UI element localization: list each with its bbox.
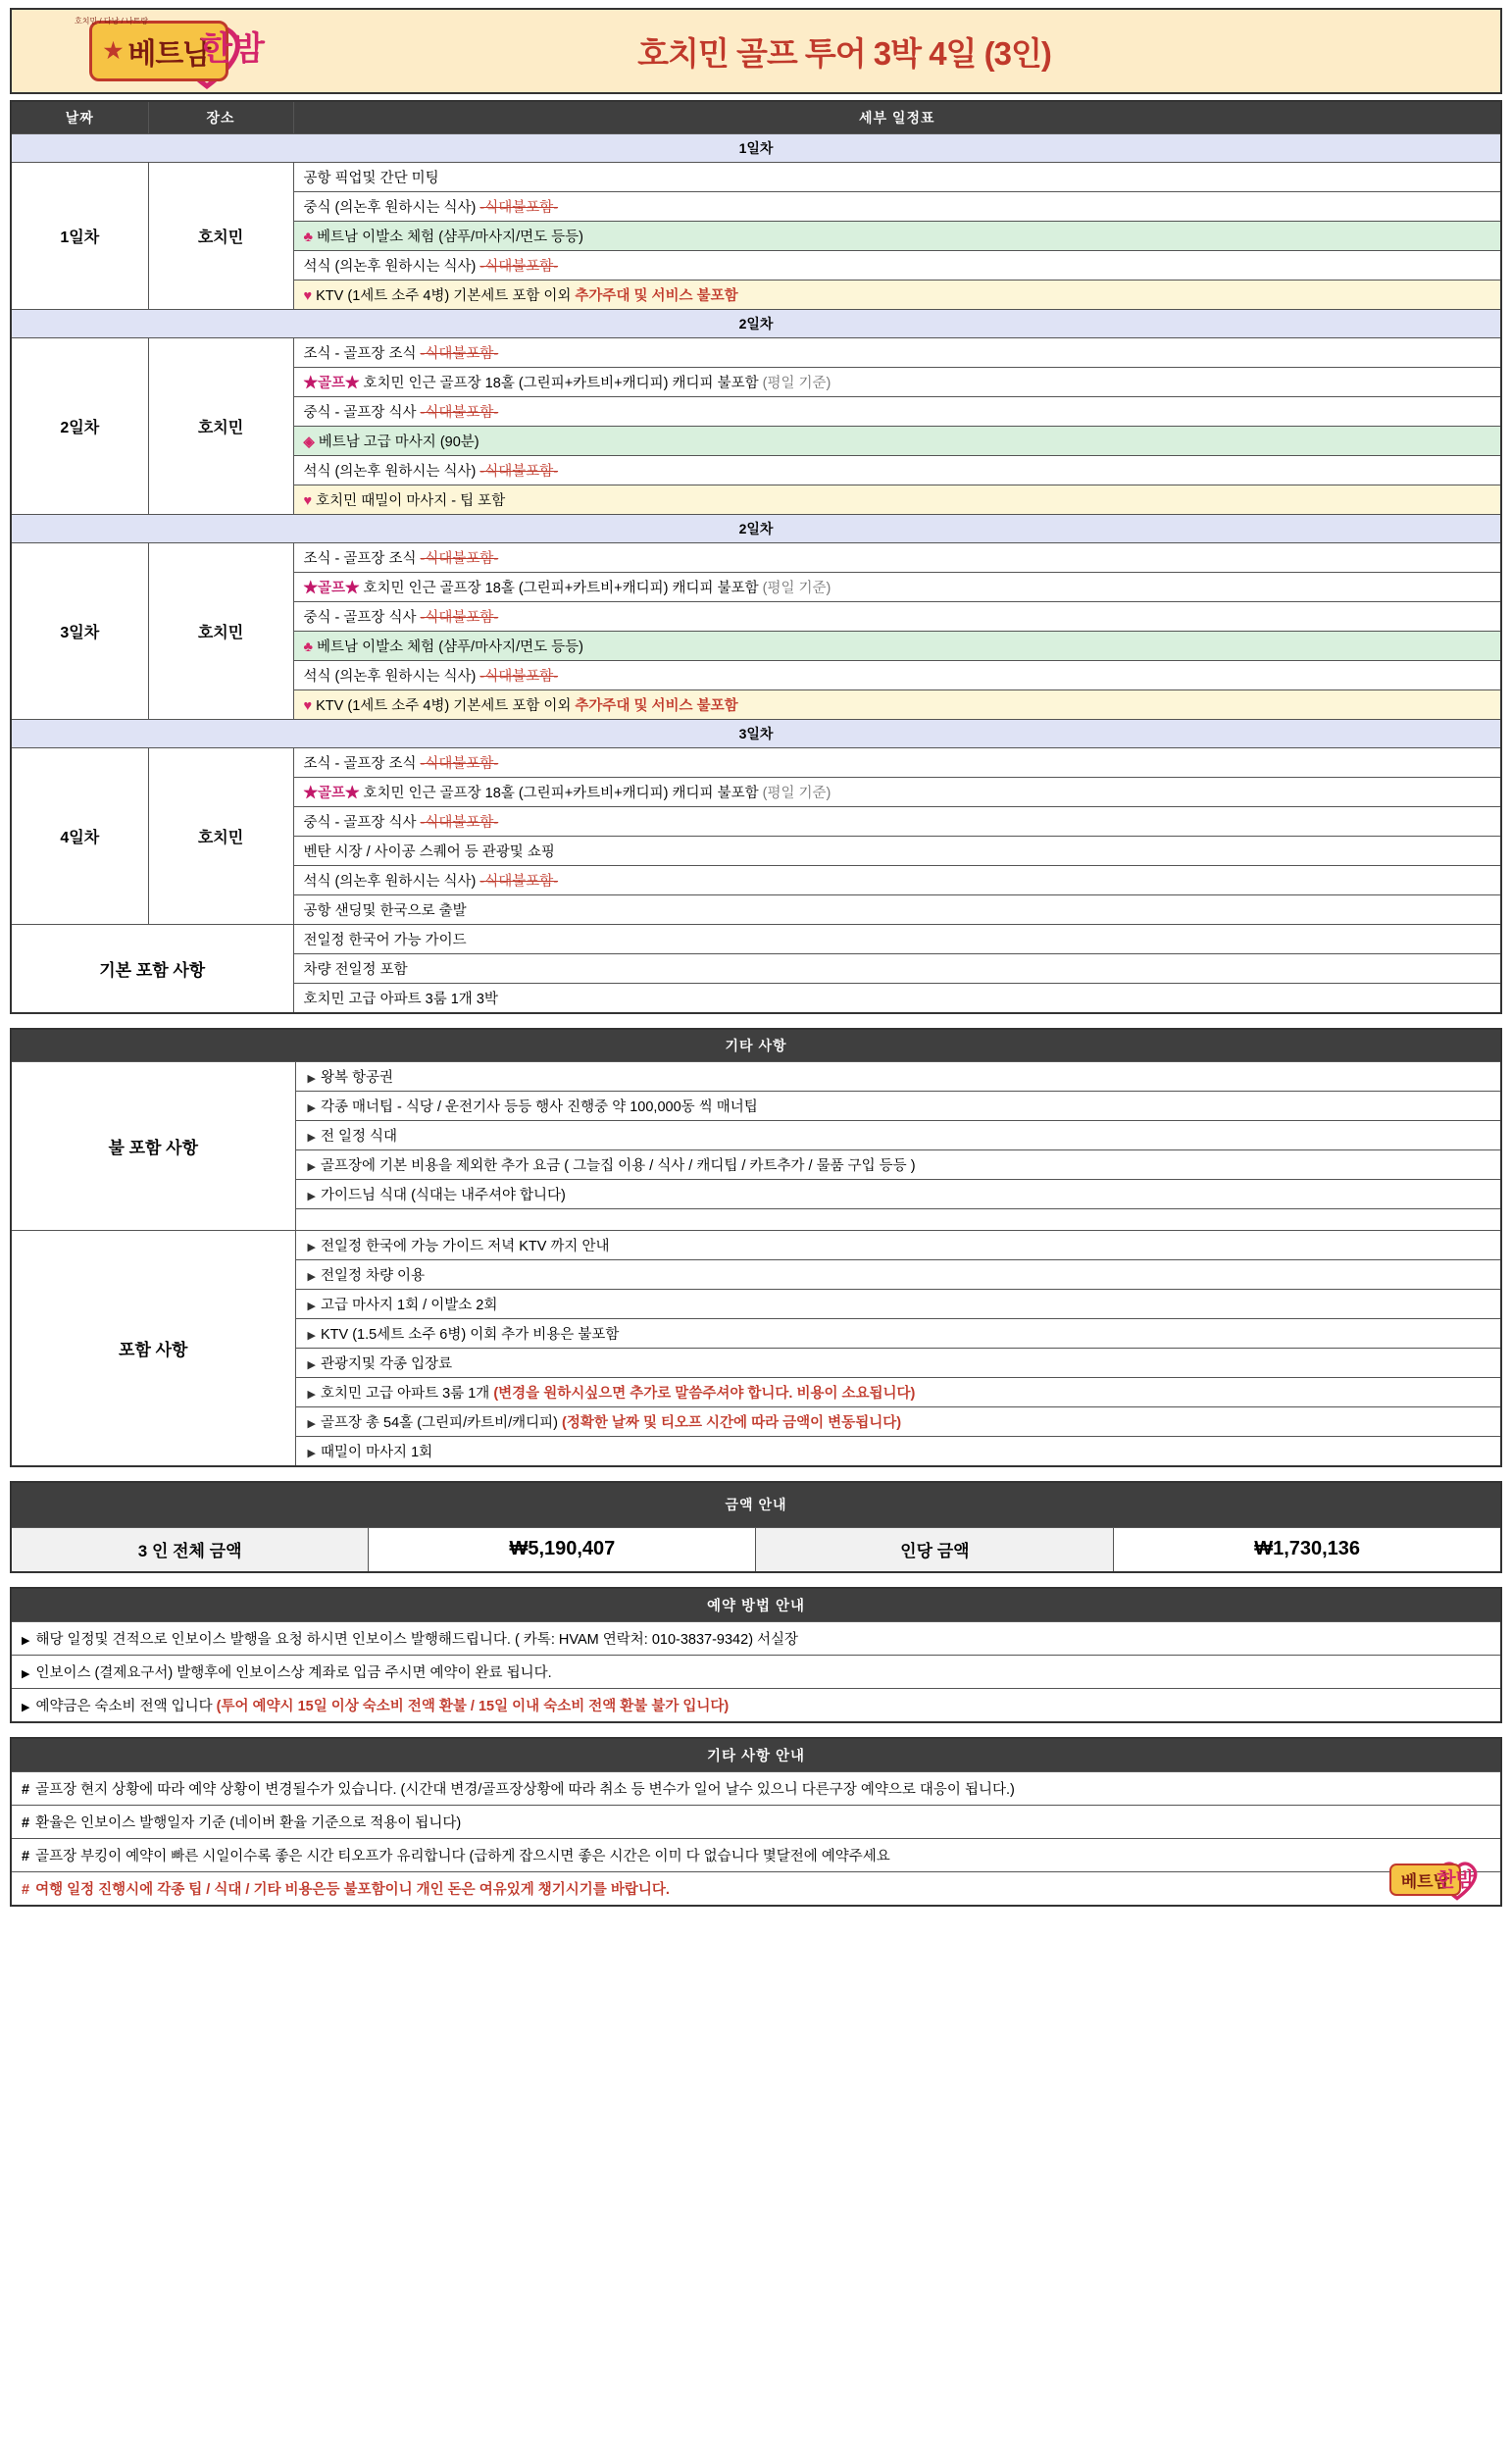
meal-excluded-note: -식대불포함-: [420, 346, 499, 362]
booking-header-row: [11, 1588, 1501, 1622]
schedule-row: [11, 748, 1501, 778]
meal-excluded-note: -식대불포함-: [479, 669, 559, 685]
day-cell: 3일차: [11, 543, 148, 720]
row-icon: ◈: [303, 434, 315, 450]
footer-logo-tail: 한밤: [1436, 1869, 1475, 1891]
meal-excluded-note: -식대불포함-: [420, 405, 499, 421]
notes-row: [11, 1872, 1501, 1907]
detail-cell: [293, 485, 1501, 515]
detail-cell: [293, 543, 1501, 573]
row-text: 조식 - 골프장 조식: [303, 756, 421, 772]
notes-row: [11, 1806, 1501, 1839]
row-text: 중식 - 골프장 식사: [303, 610, 421, 626]
meal-excluded-note: -식대불포함-: [420, 756, 499, 772]
detail-cell: [293, 837, 1501, 866]
total-price-label: 3 인 전체 금액: [11, 1527, 369, 1572]
row-text: 베트남 고급 마사지 (90분): [318, 434, 479, 450]
per-person-label: 인당 금액: [756, 1527, 1114, 1572]
logo-text: 베트남: [127, 38, 211, 71]
detail-cell: [293, 427, 1501, 456]
logo-tail-text: 한밤: [200, 30, 265, 68]
col-detail: 세부 일정표: [293, 101, 1501, 134]
notes-item: # 골프장 현지 상황에 따라 예약 상황이 변경될수가 있습니다. (시간대 변경/골프장상황에 따라 취소 등 변수가 일어 날수 있으니 다른구장 예약으로 대응이 됩니다.): [11, 1772, 1501, 1806]
included-text: 고급 마사지 1회 / 이발소 2회: [320, 1298, 498, 1313]
row-text: 호치민 때밀이 마사지 - 팁 포함: [316, 493, 506, 509]
excluded-item: ▶ 가이드님 식대 (식대는 내주셔야 합니다): [295, 1180, 1501, 1209]
star-icon: ★: [103, 38, 123, 63]
golf-tag: ★골프★: [303, 376, 360, 391]
basic-include-item: 호치민 고급 아파트 3룸 1개 3박: [293, 984, 1501, 1014]
excluded-row: [11, 1062, 1501, 1092]
row-icon: ♥: [303, 698, 313, 714]
row-text: 중식 - 골프장 식사: [303, 815, 421, 831]
notes-item: # 골프장 부킹이 예약이 빠른 시일이수록 좋은 시간 티오프가 유리합니다 (급하게 잡으시면 좋은 시간은 이미 다 없습니다 몇달전에 예약주세요: [11, 1839, 1501, 1872]
included-item: [295, 1407, 1501, 1437]
schedule-row: [11, 338, 1501, 368]
day-band-label: 3일차: [11, 720, 1501, 748]
price-header-row: [11, 1482, 1501, 1527]
schedule-row: [11, 543, 1501, 573]
detail-cell: [293, 251, 1501, 281]
meal-excluded-note: -식대불포함-: [479, 874, 559, 890]
etc-table: [10, 1028, 1502, 1467]
notes-item: # 여행 일정 진행시에 각종 팁 / 식대 / 기타 비용은등 불포함이니 개인 돈은 여유있게 챙기시기를 바랍니다.: [11, 1872, 1501, 1907]
place-cell: 호치민: [148, 543, 293, 720]
basic-include-item: 차량 전일정 포함: [293, 954, 1501, 984]
detail-cell: [293, 281, 1501, 310]
logo-subtext: 호치민 / 다낭 / 나트랑: [75, 17, 149, 26]
booking-row: [11, 1656, 1501, 1689]
booking-table: [10, 1587, 1502, 1723]
included-item: [295, 1290, 1501, 1319]
meal-excluded-note: -식대불포함-: [420, 551, 499, 567]
row-text: 조식 - 골프장 조식: [303, 346, 421, 362]
weekday-note: (평일 기준): [762, 581, 832, 596]
booking-text: 예약금은 숙소비 전액 입니다: [35, 1699, 217, 1714]
row-text: 조식 - 골프장 조식: [303, 551, 421, 567]
schedule-row: [11, 163, 1501, 192]
row-text: KTV (1세트 소주 4병) 기본세트 포함 이외: [316, 698, 576, 714]
basic-include-item: 전일정 한국어 가능 가이드: [293, 925, 1501, 954]
row-text: 공항 픽업및 간단 미팅: [303, 171, 439, 186]
price-table: [10, 1481, 1502, 1573]
page-title: 호치민 골프 투어 3박 4일 (3인): [637, 34, 1051, 72]
row-text: 벤탄 시장 / 사이공 스퀘어 등 관광및 쇼핑: [303, 844, 555, 860]
detail-cell: [293, 807, 1501, 837]
included-note: (정확한 날짜 및 티오프 시간에 따라 금액이 변동됩니다): [562, 1415, 902, 1431]
row-text: 호치민 인근 골프장 18홀 (그린피+카트비+캐디피) 캐디피 불포함: [359, 786, 763, 801]
excluded-item: ▶ 각종 매너팁 - 식당 / 운전기사 등등 행사 진행중 약 100,000동 씩 매너팁: [295, 1092, 1501, 1121]
total-price-value: ₩5,190,407: [369, 1527, 756, 1572]
extra-charge-note: 추가주대 및 서비스 불포함: [575, 698, 738, 714]
booking-item: [11, 1689, 1501, 1723]
row-text: 석식 (의논후 원하시는 식사): [303, 259, 480, 275]
detail-cell: [293, 368, 1501, 397]
row-text: 베트남 이발소 체험 (샴푸/마사지/면도 등등): [317, 230, 583, 245]
detail-cell: [293, 192, 1501, 222]
included-note: (변경을 원하시싶으면 추가로 말씀주셔야 합니다. 비용이 소요됩니다): [493, 1386, 916, 1402]
meal-excluded-note: -식대불포함-: [420, 815, 499, 831]
booking-note: (투어 예약시 15일 이상 숙소비 전액 환불 / 15일 이내 숙소비 전액 환불 불가 입니다): [216, 1699, 730, 1714]
detail-cell: [293, 895, 1501, 925]
booking-text: 해당 일정및 견적으로 인보이스 발행을 요청 하시면 인보이스 발행해드립니다. ( 카톡: HVAM 연락처: 010-3837-9342) 서실장: [35, 1632, 799, 1648]
day-cell: 1일차: [11, 163, 148, 310]
detail-cell: [293, 866, 1501, 895]
booking-row: [11, 1622, 1501, 1656]
meal-excluded-note: -식대불포함-: [479, 259, 559, 275]
footer-logo: [1341, 1856, 1488, 1901]
document-header: [10, 8, 1502, 94]
day-band: [11, 720, 1501, 748]
included-item: [295, 1349, 1501, 1378]
notes-header-row: [11, 1738, 1501, 1772]
etc-header-row: [11, 1029, 1501, 1062]
price-row: [11, 1527, 1501, 1572]
place-cell: 호치민: [148, 338, 293, 515]
included-item: [295, 1319, 1501, 1349]
included-item: [295, 1260, 1501, 1290]
price-title: 금액 안내: [11, 1482, 1501, 1527]
etc-title: 기타 사항: [11, 1029, 1501, 1062]
row-icon: ♥: [303, 493, 313, 509]
detail-cell: [293, 163, 1501, 192]
row-icon: ♣: [303, 639, 314, 655]
row-text: 호치민 인근 골프장 18홀 (그린피+카트비+캐디피) 캐디피 불포함: [359, 581, 763, 596]
detail-cell: [293, 748, 1501, 778]
day-band-label: 1일차: [11, 134, 1501, 163]
detail-cell: [293, 222, 1501, 251]
detail-cell: [293, 661, 1501, 690]
included-text: 관광지및 각종 입장료: [320, 1356, 453, 1372]
booking-row: [11, 1689, 1501, 1723]
included-item: [295, 1437, 1501, 1467]
row-icon: ♥: [303, 288, 313, 304]
detail-cell: [293, 632, 1501, 661]
row-icon: ♣: [303, 230, 314, 245]
row-text: 석식 (의논후 원하시는 식사): [303, 874, 480, 890]
row-text: 호치민 인근 골프장 18홀 (그린피+카트비+캐디피) 캐디피 불포함: [359, 376, 763, 391]
included-text: 골프장 총 54홀 (그린피/카트비/캐디피): [320, 1415, 563, 1431]
notes-table: [10, 1737, 1502, 1907]
col-place: 장소: [148, 101, 293, 134]
meal-excluded-note: -식대불포함-: [479, 464, 559, 480]
detail-cell: [293, 338, 1501, 368]
notes-title: 기타 사항 안내: [11, 1738, 1501, 1772]
meal-excluded-note: -식대불포함-: [420, 610, 499, 626]
brand-logo: [12, 10, 306, 92]
day-band: [11, 515, 1501, 543]
included-text: KTV (1.5세트 소주 6병) 이회 추가 비용은 불포함: [320, 1327, 620, 1343]
weekday-note: (평일 기준): [762, 786, 832, 801]
row-text: 중식 (의논후 원하시는 식사): [303, 200, 480, 216]
detail-cell: [293, 690, 1501, 720]
excluded-item: ▶ 왕복 항공권: [295, 1062, 1501, 1092]
place-cell: 호치민: [148, 163, 293, 310]
row-text: 석식 (의논후 원하시는 식사): [303, 669, 480, 685]
row-text: 석식 (의논후 원하시는 식사): [303, 464, 480, 480]
meal-excluded-note: -식대불포함-: [479, 200, 559, 216]
detail-cell: [293, 602, 1501, 632]
col-date: 날짜: [11, 101, 148, 134]
day-band-label: 2일차: [11, 310, 1501, 338]
row-text: 베트남 이발소 체험 (샴푸/마사지/면도 등등): [317, 639, 583, 655]
included-item: [295, 1231, 1501, 1260]
detail-cell: [293, 456, 1501, 485]
included-text: 호치민 고급 아파트 3룸 1개: [320, 1386, 494, 1402]
included-item: [295, 1378, 1501, 1407]
notes-row: [11, 1772, 1501, 1806]
excluded-item: ▶ 전 일정 식대: [295, 1121, 1501, 1150]
per-person-value: ₩1,730,136: [1114, 1527, 1501, 1572]
excluded-label: 불 포함 사항: [11, 1062, 295, 1231]
notes-wrapper: [10, 1737, 1502, 1907]
schedule-table: [10, 100, 1502, 1014]
included-row: [11, 1231, 1501, 1260]
booking-title: 예약 방법 안내: [11, 1588, 1501, 1622]
included-label: 포함 사항: [11, 1231, 295, 1467]
notes-row: [11, 1839, 1501, 1872]
excluded-item: [295, 1209, 1501, 1231]
extra-charge-note: 추가주대 및 서비스 불포함: [575, 288, 738, 304]
booking-text: 인보이스 (결제요구서) 발행후에 인보이스상 계좌로 입금 주시면 예약이 완료 됩니다.: [35, 1665, 552, 1681]
detail-cell: [293, 573, 1501, 602]
day-cell: 2일차: [11, 338, 148, 515]
detail-cell: [293, 778, 1501, 807]
detail-cell: [293, 397, 1501, 427]
basic-include-row: [11, 925, 1501, 954]
excluded-item: ▶ 골프장에 기본 비용을 제외한 추가 요금 ( 그늘집 이용 / 식사 / 캐디팁 / 카트추가 / 물품 구입 등등 ): [295, 1150, 1501, 1180]
included-text: 때밀이 마사지 1회: [320, 1445, 433, 1460]
day-band: [11, 310, 1501, 338]
day-band: [11, 134, 1501, 163]
basic-include-label: 기본 포함 사항: [11, 925, 293, 1014]
day-cell: 4일차: [11, 748, 148, 925]
row-text: 공항 샌딩및 한국으로 출발: [303, 903, 467, 919]
schedule-header-row: [11, 101, 1501, 134]
footer-logo-text: 베트남: [1389, 1864, 1461, 1896]
included-text: 전일정 한국에 가능 가이드 저녁 KTV 까지 안내: [320, 1239, 610, 1254]
notes-item: # 환율은 인보이스 발행일자 기준 (네이버 환율 기준으로 적용이 됩니다): [11, 1806, 1501, 1839]
place-cell: 호치민: [148, 748, 293, 925]
booking-item: [11, 1622, 1501, 1656]
golf-tag: ★골프★: [303, 786, 360, 801]
day-band-label: 2일차: [11, 515, 1501, 543]
golf-tag: ★골프★: [303, 581, 360, 596]
included-text: 전일정 차량 이용: [320, 1268, 426, 1284]
booking-item: [11, 1656, 1501, 1689]
weekday-note: (평일 기준): [762, 376, 832, 391]
row-text: KTV (1세트 소주 4병) 기본세트 포함 이외: [316, 288, 576, 304]
row-text: 중식 - 골프장 식사: [303, 405, 421, 421]
